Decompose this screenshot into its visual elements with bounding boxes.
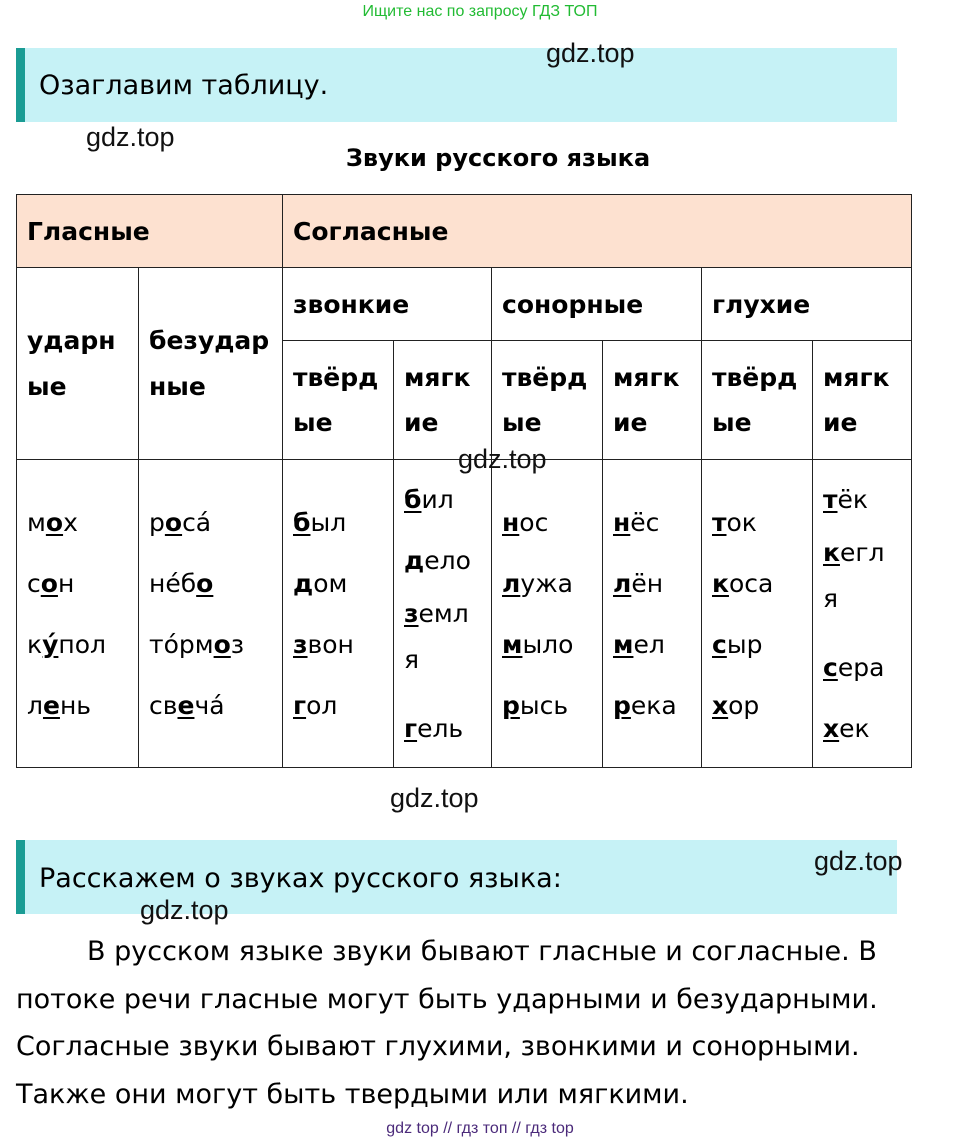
highlighted-letter: л [502,568,521,598]
highlighted-letter: м [613,629,634,659]
header-soft: мягк ие [603,341,702,460]
header-unstressed: безудар ные [139,268,283,460]
header-consonants: Согласные [283,195,912,268]
example-word: тóрмоз [149,629,245,659]
header-voiceless: глухие [702,268,912,341]
highlighted-letter: о [45,507,64,537]
example-word: кýпол [27,629,107,659]
example-word: дом [293,568,348,598]
example-word: мел [613,629,665,659]
watermark: gdz.top [86,122,175,152]
highlighted-letter: н [613,507,631,537]
highlighted-letter: б [293,507,311,537]
highlighted-letter: з [404,598,419,628]
highlighted-letter: л [613,568,632,598]
header-voiced: звонкие [283,268,492,341]
highlighted-letter: к [712,568,729,598]
example-word: ток [712,507,757,537]
watermark: gdz.top [814,846,903,876]
highlighted-letter: о [196,568,214,598]
example-word: земл я [404,598,469,674]
example-word: коса [712,568,774,598]
watermark: gdz.top [140,895,229,925]
example-word: был [293,507,347,537]
example-word: сыр [712,629,763,659]
example-word: гель [404,713,464,743]
highlighted-letter: б [404,484,422,514]
example-word: дело [404,545,471,575]
example-word: тёк [823,484,868,514]
example-word: нос [502,507,549,537]
highlighted-letter: х [823,713,840,743]
example-word: хек [823,713,870,743]
header-hard: твёрд ые [492,341,603,460]
explanation-paragraph [16,928,896,1118]
highlighted-letter: е [177,690,195,720]
sounds-table [16,194,912,768]
header-hard: твёрд ые [283,341,394,460]
highlighted-letter: х [712,690,729,720]
highlighted-letter: з [293,629,308,659]
sonorant-hard-words [492,460,603,768]
example-word: свечá [149,690,225,720]
search-hint: Ищите нас по запросу ГДЗ ТОП [362,3,598,20]
highlighted-letter: т [823,484,838,514]
table-title: Звуки русского языка [345,144,651,172]
header-soft: мягк ие [394,341,492,460]
highlighted-letter: ý [42,629,59,659]
voiceless-hard-words [702,460,813,768]
highlighted-letter: н [502,507,520,537]
header-soft: мягк ие [813,341,912,460]
highlighted-letter: р [613,690,631,720]
highlighted-letter: д [293,568,314,598]
example-word: нéбо [149,568,214,598]
example-word: нёс [613,507,660,537]
example-word: гол [293,690,338,720]
example-word: лён [613,568,664,598]
footer-watermark: gdz top // гдз топ // гдз top [386,1120,574,1137]
sonorant-soft-words [603,460,702,768]
voiceless-soft-words [813,460,912,768]
paragraph-text: В русском языке звуки бывают гласные и согласные. В потоке речи гласные могут быть ударными и безударными. Согласные звуки бывают глухими, звонкими и сонорными. Также они могут быть твердыми или мягкими. [16,936,878,1110]
watermark: gdz.top [390,783,479,813]
example-word: сера [823,652,885,682]
example-word: мох [27,507,78,537]
voiced-hard-words [283,460,394,768]
highlighted-letter: м [502,629,523,659]
callout-title-table [16,48,897,122]
callout-text: Расскажем о звуках русского языка: [39,863,562,894]
example-word: рысь [502,690,569,720]
example-word: лень [27,690,92,720]
callout-text: Озаглавим таблицу. [39,70,329,101]
highlighted-letter: о [213,629,231,659]
highlighted-letter: г [293,690,307,720]
highlighted-letter: р [502,690,520,720]
highlighted-letter: д [404,545,425,575]
highlighted-letter: с [823,652,838,682]
watermark: gdz.top [546,38,635,68]
highlighted-letter: с [712,629,727,659]
header-hard: твёрд ые [702,341,813,460]
example-word: лужа [502,568,573,598]
highlighted-letter: т [712,507,727,537]
highlighted-letter: е [42,690,60,720]
example-word: кегл я [823,537,885,613]
header-vowels: Гласные [17,195,283,268]
watermark: gdz.top [458,444,547,474]
highlighted-letter: к [823,537,840,567]
unstressed-words [139,460,283,768]
highlighted-letter: о [164,507,183,537]
example-word: хор [712,690,760,720]
example-word: бил [404,484,454,514]
header-stressed: ударн ые [17,268,139,460]
example-word: река [613,690,677,720]
stressed-words [17,460,139,768]
example-word: сон [27,568,75,598]
header-sonorant: сонорные [492,268,702,341]
highlighted-letter: г [404,713,418,743]
example-word: звон [293,629,354,659]
example-word: мыло [502,629,574,659]
voiced-soft-words [394,460,492,768]
example-word: росá [149,507,212,537]
highlighted-letter: о [40,568,58,598]
